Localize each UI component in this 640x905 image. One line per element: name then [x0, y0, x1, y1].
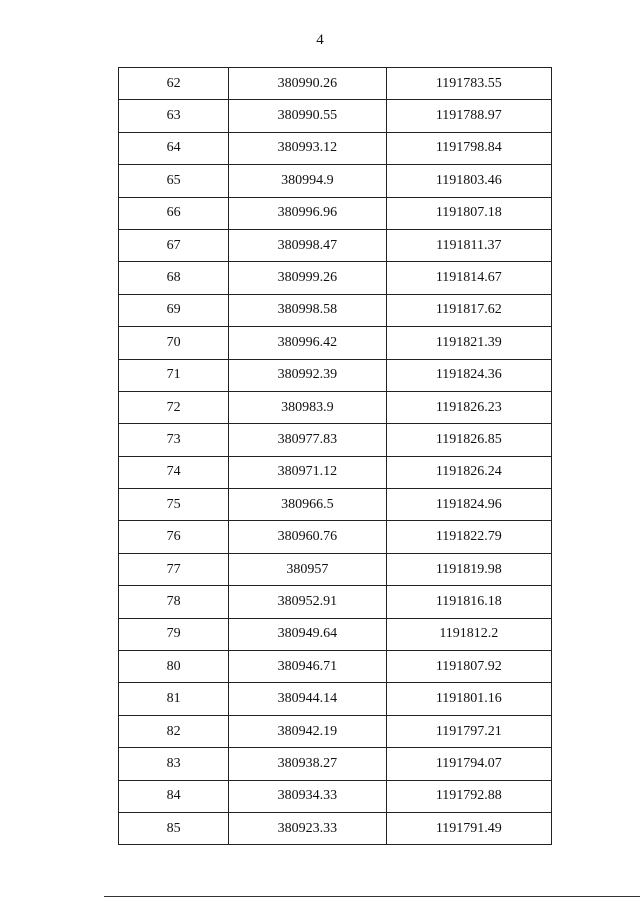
- point-number-cell: 70: [119, 327, 229, 359]
- x-coordinate-cell: 380934.33: [229, 780, 386, 812]
- point-number-cell: 68: [119, 262, 229, 294]
- y-coordinate-cell: 1191824.36: [386, 359, 551, 391]
- x-coordinate-cell: 380993.12: [229, 132, 386, 164]
- y-coordinate-cell: 1191824.96: [386, 489, 551, 521]
- point-number-cell: 69: [119, 294, 229, 326]
- table-row: [119, 359, 552, 391]
- y-coordinate-cell: 1191826.23: [386, 391, 551, 423]
- x-coordinate-cell: 380990.55: [229, 100, 386, 132]
- table-row: [119, 456, 552, 488]
- x-coordinate-cell: 380949.64: [229, 618, 386, 650]
- x-coordinate-cell: 380996.96: [229, 197, 386, 229]
- x-coordinate-cell: 380938.27: [229, 748, 386, 780]
- y-coordinate-cell: 1191826.85: [386, 424, 551, 456]
- table-row: [119, 100, 552, 132]
- y-coordinate-cell: 1191811.37: [386, 229, 551, 261]
- table-row: [119, 553, 552, 585]
- coordinate-table: [118, 67, 552, 845]
- y-coordinate-cell: 1191822.79: [386, 521, 551, 553]
- point-number-cell: 63: [119, 100, 229, 132]
- y-coordinate-cell: 1191807.92: [386, 651, 551, 683]
- point-number-cell: 80: [119, 651, 229, 683]
- point-number-cell: 62: [119, 68, 229, 100]
- x-coordinate-cell: 380923.33: [229, 812, 386, 844]
- point-number-cell: 82: [119, 715, 229, 747]
- y-coordinate-cell: 1191819.98: [386, 553, 551, 585]
- x-coordinate-cell: 380994.9: [229, 165, 386, 197]
- y-coordinate-cell: 1191816.18: [386, 586, 551, 618]
- y-coordinate-cell: 1191798.84: [386, 132, 551, 164]
- y-coordinate-cell: 1191814.67: [386, 262, 551, 294]
- x-coordinate-cell: 380944.14: [229, 683, 386, 715]
- x-coordinate-cell: 380966.5: [229, 489, 386, 521]
- y-coordinate-cell: 1191791.49: [386, 812, 551, 844]
- point-number-cell: 64: [119, 132, 229, 164]
- y-coordinate-cell: 1191807.18: [386, 197, 551, 229]
- point-number-cell: 66: [119, 197, 229, 229]
- point-number-cell: 85: [119, 812, 229, 844]
- page-number: 4: [316, 32, 324, 48]
- table-row: [119, 489, 552, 521]
- y-coordinate-cell: 1191788.97: [386, 100, 551, 132]
- x-coordinate-cell: 380999.26: [229, 262, 386, 294]
- table-row: [119, 424, 552, 456]
- point-number-cell: 74: [119, 456, 229, 488]
- x-coordinate-cell: 380957: [229, 553, 386, 585]
- table-row: [119, 715, 552, 747]
- x-coordinate-cell: 380996.42: [229, 327, 386, 359]
- y-coordinate-cell: 1191812.2: [386, 618, 551, 650]
- table-row: [119, 294, 552, 326]
- point-number-cell: 67: [119, 229, 229, 261]
- table-row: [119, 586, 552, 618]
- x-coordinate-cell: 380977.83: [229, 424, 386, 456]
- table-row: [119, 748, 552, 780]
- table-row: [119, 132, 552, 164]
- x-coordinate-cell: 380971.12: [229, 456, 386, 488]
- table-row: [119, 262, 552, 294]
- y-coordinate-cell: 1191817.62: [386, 294, 551, 326]
- table-row: [119, 327, 552, 359]
- table-body: [119, 68, 552, 845]
- table-row: [119, 618, 552, 650]
- point-number-cell: 81: [119, 683, 229, 715]
- y-coordinate-cell: 1191821.39: [386, 327, 551, 359]
- y-coordinate-cell: 1191792.88: [386, 780, 551, 812]
- point-number-cell: 76: [119, 521, 229, 553]
- x-coordinate-cell: 380952.91: [229, 586, 386, 618]
- table-row: [119, 68, 552, 100]
- x-coordinate-cell: 380990.26: [229, 68, 386, 100]
- table-row: [119, 165, 552, 197]
- y-coordinate-cell: 1191826.24: [386, 456, 551, 488]
- x-coordinate-cell: 380960.76: [229, 521, 386, 553]
- table-row: [119, 780, 552, 812]
- x-coordinate-cell: 380946.71: [229, 651, 386, 683]
- x-coordinate-cell: 380992.39: [229, 359, 386, 391]
- table-row: [119, 197, 552, 229]
- table-row: [119, 391, 552, 423]
- point-number-cell: 84: [119, 780, 229, 812]
- y-coordinate-cell: 1191801.16: [386, 683, 551, 715]
- point-number-cell: 72: [119, 391, 229, 423]
- table-row: [119, 521, 552, 553]
- x-coordinate-cell: 380998.47: [229, 229, 386, 261]
- point-number-cell: 71: [119, 359, 229, 391]
- table-row: [119, 651, 552, 683]
- y-coordinate-cell: 1191794.07: [386, 748, 551, 780]
- point-number-cell: 73: [119, 424, 229, 456]
- x-coordinate-cell: 380983.9: [229, 391, 386, 423]
- point-number-cell: 83: [119, 748, 229, 780]
- y-coordinate-cell: 1191783.55: [386, 68, 551, 100]
- table-row: [119, 229, 552, 261]
- point-number-cell: 65: [119, 165, 229, 197]
- x-coordinate-cell: 380998.58: [229, 294, 386, 326]
- page-bottom-rule: [104, 896, 640, 897]
- y-coordinate-cell: 1191803.46: [386, 165, 551, 197]
- point-number-cell: 77: [119, 553, 229, 585]
- table-row: [119, 683, 552, 715]
- table-row: [119, 812, 552, 844]
- point-number-cell: 79: [119, 618, 229, 650]
- point-number-cell: 78: [119, 586, 229, 618]
- y-coordinate-cell: 1191797.21: [386, 715, 551, 747]
- point-number-cell: 75: [119, 489, 229, 521]
- x-coordinate-cell: 380942.19: [229, 715, 386, 747]
